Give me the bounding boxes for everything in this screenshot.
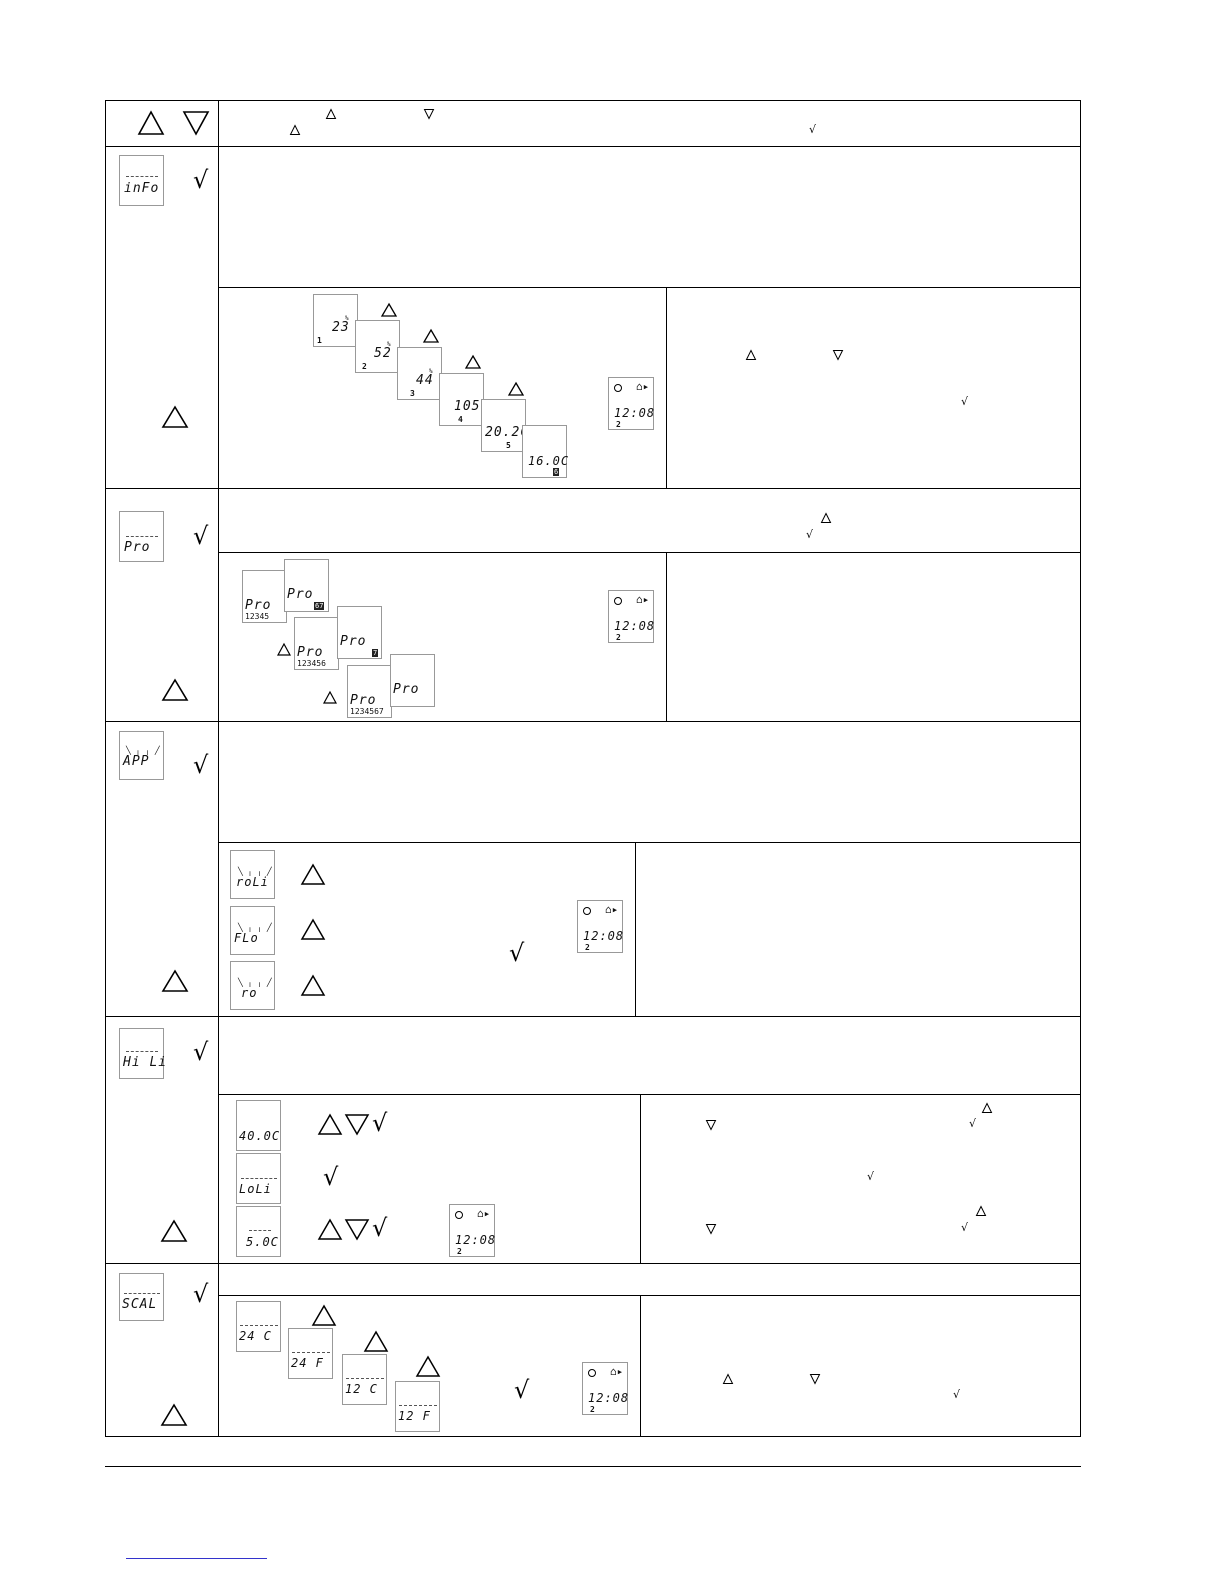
row-divider: [105, 1016, 1081, 1017]
check-icon: √: [969, 1117, 977, 1130]
row-divider: [105, 488, 1081, 489]
check-icon: √: [372, 1109, 388, 1137]
up-arrow-icon: [138, 111, 164, 135]
lcd-info-step: 105 4: [439, 373, 484, 426]
up-arrow-icon: [277, 643, 291, 656]
check-icon: √: [867, 1170, 875, 1183]
sub-divider: [640, 1295, 641, 1437]
check-icon: √: [323, 1163, 339, 1191]
lcd-scal-step: 24 F: [288, 1328, 333, 1379]
lcd-app-step: ╲ ╷ ╷ ╱ FLo: [230, 906, 275, 955]
sub-divider: [666, 287, 667, 488]
up-arrow-icon: [821, 513, 831, 523]
up-arrow-icon: [416, 1356, 440, 1377]
up-arrow-icon: [161, 1220, 187, 1242]
lcd-scal-step: 12 C: [342, 1354, 387, 1405]
lcd-pro: Pro: [119, 511, 164, 562]
lcd-pro-step: Pro 12345: [242, 570, 287, 623]
check-icon: √: [961, 1221, 969, 1234]
lcd-info-step: % 52 2: [355, 320, 400, 373]
up-arrow-icon: [301, 975, 325, 996]
column-divider: [218, 100, 219, 1437]
lcd-hili-step: LoLi: [236, 1153, 281, 1204]
check-icon: √: [514, 1376, 530, 1404]
lcd-app: ╲ ╷ ╷ ╱ APP: [119, 731, 164, 780]
up-arrow-icon: [423, 329, 439, 343]
up-arrow-icon: [508, 382, 524, 396]
up-arrow-icon: [318, 1219, 342, 1240]
sub-divider: [218, 1295, 1081, 1296]
home-icon: ⌂▸: [610, 1365, 624, 1378]
down-arrow-icon: [183, 111, 209, 135]
lcd-scal: SCAL: [119, 1273, 164, 1321]
lcd-hili-step: 40.0C: [236, 1100, 281, 1151]
up-arrow-icon: [381, 303, 397, 317]
lcd-info-step: % 23 1: [313, 294, 358, 347]
up-arrow-icon: [162, 679, 188, 701]
sub-divider: [218, 1094, 1081, 1095]
row-divider: [105, 721, 1081, 722]
home-icon: ⌂▸: [605, 903, 619, 916]
up-arrow-icon: [162, 406, 188, 428]
lcd-pro-step: Pro 7: [337, 606, 382, 659]
lcd-clock: ⌂▸ 12:08 2: [608, 377, 654, 430]
up-arrow-icon: [465, 355, 481, 369]
down-arrow-icon: [345, 1114, 369, 1135]
sub-divider: [218, 287, 1081, 288]
up-arrow-icon: [318, 1114, 342, 1135]
sub-divider: [635, 842, 636, 1016]
check-icon: √: [193, 166, 209, 194]
up-arrow-icon: [746, 350, 756, 360]
lcd-app-step: ╲ ╷ ╷ ╱ ro: [230, 961, 275, 1010]
sub-divider: [640, 1094, 641, 1263]
check-icon: √: [193, 751, 209, 779]
lcd-scal-step: 24 C: [236, 1301, 281, 1352]
footer-rule: [105, 1466, 1081, 1467]
down-arrow-icon: [833, 350, 843, 360]
down-arrow-icon: [706, 1224, 716, 1234]
lcd-clock: ⌂▸ 12:08 2: [608, 590, 654, 643]
up-arrow-icon: [364, 1331, 388, 1352]
up-arrow-icon: [162, 970, 188, 992]
down-arrow-icon: [810, 1374, 820, 1384]
up-arrow-icon: [290, 125, 300, 135]
footer-link-underline[interactable]: [126, 1558, 267, 1559]
check-icon: √: [961, 395, 969, 408]
lcd-clock: ⌂▸ 12:08 2: [577, 900, 623, 953]
home-icon: ⌂▸: [636, 593, 650, 606]
up-arrow-icon: [312, 1305, 336, 1326]
down-arrow-icon: [345, 1219, 369, 1240]
up-arrow-icon: [323, 691, 337, 704]
lcd-info-step: 16.0C 6: [522, 425, 567, 478]
up-arrow-icon: [301, 919, 325, 940]
lcd-hili: Hi Li: [119, 1028, 164, 1079]
lcd-clock: ⌂▸ 12:08 2: [449, 1204, 495, 1257]
up-arrow-icon: [982, 1103, 992, 1113]
row-divider: [105, 1263, 1081, 1264]
up-arrow-icon: [976, 1206, 986, 1216]
lcd-pro-step: Pro 123456: [294, 617, 339, 670]
lcd-clock: ⌂▸ 12:08 2: [582, 1362, 628, 1415]
sub-divider: [666, 552, 667, 721]
home-icon: ⌂▸: [636, 380, 650, 393]
sub-divider: [218, 842, 1081, 843]
row-divider: [105, 146, 1081, 147]
down-arrow-icon: [706, 1120, 716, 1130]
lcd-scal-step: 12 F: [395, 1381, 440, 1432]
lcd-hili-step: 5.0C: [236, 1206, 281, 1257]
lcd-info-step: % 44 3: [397, 347, 442, 400]
up-arrow-icon: [723, 1374, 733, 1384]
lcd-pro-step: Pro: [390, 654, 435, 707]
up-arrow-icon: [161, 1404, 187, 1426]
up-arrow-icon: [326, 109, 336, 119]
check-icon: √: [809, 123, 817, 136]
lcd-pro-step: Pro 67: [284, 559, 329, 612]
home-icon: ⌂▸: [477, 1207, 491, 1220]
check-icon: √: [193, 1038, 209, 1066]
check-icon: √: [806, 528, 814, 541]
check-icon: √: [372, 1214, 388, 1242]
lcd-info-step: 20.2 5: [481, 399, 526, 452]
up-arrow-icon: [301, 864, 325, 885]
check-icon: √: [953, 1388, 961, 1401]
check-icon: √: [193, 1280, 209, 1308]
check-icon: √: [193, 522, 209, 550]
down-arrow-icon: [424, 109, 434, 119]
lcd-info: inFo: [119, 155, 164, 206]
lcd-pro-step: Pro 1234567: [347, 665, 392, 718]
sub-divider: [218, 552, 1081, 553]
lcd-app-step: ╲ ╷ ╷ ╱ roLi: [230, 850, 275, 899]
check-icon: √: [509, 939, 525, 967]
